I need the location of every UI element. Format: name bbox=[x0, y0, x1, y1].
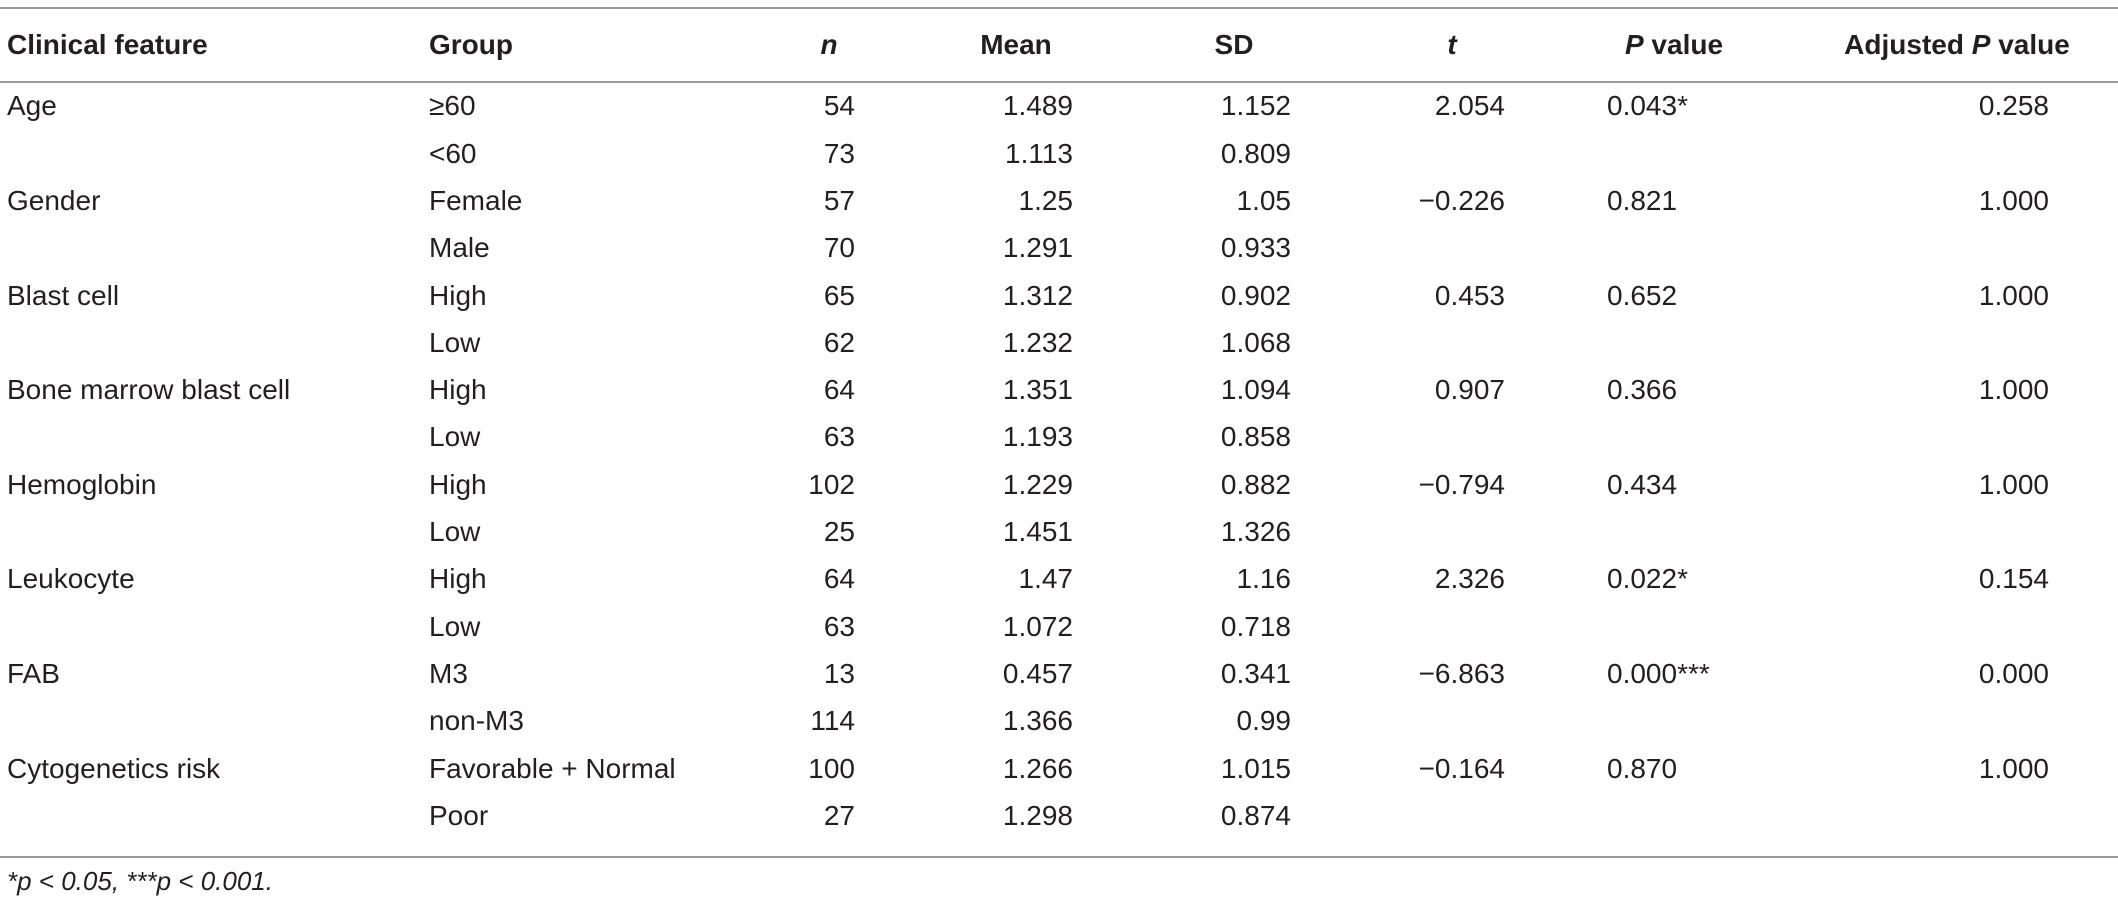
cell-sd: 1.094 bbox=[1220, 374, 1291, 406]
table-body bbox=[0, 81, 2118, 839]
table-row bbox=[0, 319, 2118, 366]
cell-n: 63 bbox=[823, 610, 855, 642]
table-row bbox=[0, 272, 2118, 319]
cell-clinical-feature bbox=[0, 225, 429, 272]
cell-adjusted-p-value: 1.000 bbox=[1978, 374, 2049, 406]
cell-sd: 0.933 bbox=[1220, 232, 1291, 264]
cell-adjusted-p-value bbox=[1789, 792, 2118, 839]
cell-clinical-feature: Leukocyte bbox=[7, 563, 135, 595]
cell-adjusted-p-value bbox=[1789, 130, 2118, 177]
table-row bbox=[0, 366, 2118, 413]
cell-group: non-M3 bbox=[429, 705, 524, 737]
header-mean: Mean bbox=[980, 29, 1052, 60]
cell-sd: 0.882 bbox=[1220, 468, 1291, 500]
cell-mean: 1.366 bbox=[1002, 705, 1073, 737]
table-row bbox=[0, 603, 2118, 650]
cell-p-value: 0.022* bbox=[1607, 563, 1688, 595]
cell-p-value bbox=[1559, 603, 1789, 650]
cell-t: −0.164 bbox=[1418, 752, 1505, 784]
cell-clinical-feature: Gender bbox=[7, 184, 101, 216]
cell-mean: 1.351 bbox=[1002, 374, 1073, 406]
cell-t bbox=[1345, 508, 1559, 555]
table-row bbox=[0, 130, 2118, 177]
table-row bbox=[0, 745, 2118, 792]
cell-sd: 0.99 bbox=[1236, 705, 1291, 737]
cell-sd: 0.809 bbox=[1220, 137, 1291, 169]
cell-group: Female bbox=[429, 184, 523, 216]
cell-mean: 1.489 bbox=[1002, 89, 1073, 121]
table-row bbox=[0, 792, 2118, 839]
cell-n: 25 bbox=[823, 516, 855, 548]
cell-mean: 1.312 bbox=[1002, 279, 1073, 311]
cell-mean: 0.457 bbox=[1002, 657, 1073, 689]
header-sd: SD bbox=[1214, 29, 1254, 60]
cell-n: 100 bbox=[808, 752, 855, 784]
table-row bbox=[0, 556, 2118, 603]
cell-mean: 1.266 bbox=[1002, 752, 1073, 784]
cell-t: 2.054 bbox=[1434, 89, 1505, 121]
cell-clinical-feature: Bone marrow blast cell bbox=[7, 374, 291, 406]
cell-clinical-feature bbox=[0, 319, 429, 366]
cell-p-value: 0.870 bbox=[1607, 752, 1678, 784]
cell-p-value: 0.000*** bbox=[1607, 657, 1710, 689]
clinical-features-table bbox=[0, 9, 2118, 839]
cell-sd: 0.718 bbox=[1220, 610, 1291, 642]
cell-n: 57 bbox=[823, 184, 855, 216]
table-footnote: *p < 0.05, ***p < 0.001. bbox=[7, 866, 273, 896]
header-t: t bbox=[1447, 29, 1457, 60]
cell-t bbox=[1345, 319, 1559, 366]
cell-p-value bbox=[1559, 508, 1789, 555]
cell-mean: 1.193 bbox=[1002, 421, 1073, 453]
cell-clinical-feature bbox=[0, 130, 429, 177]
cell-group: Favorable + Normal bbox=[429, 752, 676, 784]
cell-group: High bbox=[429, 563, 487, 595]
table-row bbox=[0, 461, 2118, 508]
cell-p-value bbox=[1559, 225, 1789, 272]
cell-p-value: 0.434 bbox=[1607, 468, 1678, 500]
cell-clinical-feature bbox=[0, 698, 429, 745]
cell-p-value: 0.043* bbox=[1607, 89, 1688, 121]
table-row bbox=[0, 698, 2118, 745]
cell-sd: 0.341 bbox=[1220, 657, 1291, 689]
cell-group: High bbox=[429, 279, 487, 311]
cell-sd: 0.902 bbox=[1220, 279, 1291, 311]
cell-mean: 1.451 bbox=[1002, 516, 1073, 548]
cell-clinical-feature: Hemoglobin bbox=[7, 468, 157, 500]
header-p-value bbox=[1559, 9, 1789, 81]
bottom-rule bbox=[0, 856, 2118, 858]
header-adjusted-p-value bbox=[1789, 9, 2118, 81]
cell-adjusted-p-value: 1.000 bbox=[1978, 279, 2049, 311]
cell-n: 54 bbox=[823, 89, 855, 121]
table-row bbox=[0, 508, 2118, 555]
header-p-letter: P bbox=[1624, 29, 1644, 60]
cell-p-value bbox=[1559, 414, 1789, 461]
cell-adjusted-p-value bbox=[1789, 414, 2118, 461]
cell-n: 70 bbox=[823, 232, 855, 264]
cell-group: Low bbox=[429, 610, 481, 642]
cell-adjusted-p-value: 1.000 bbox=[1978, 752, 2049, 784]
cell-sd: 1.16 bbox=[1236, 563, 1291, 595]
cell-clinical-feature: Cytogenetics risk bbox=[7, 752, 221, 784]
cell-n: 114 bbox=[810, 705, 855, 737]
cell-adjusted-p-value bbox=[1789, 698, 2118, 745]
cell-group: M3 bbox=[429, 657, 468, 689]
cell-n: 27 bbox=[823, 799, 855, 831]
cell-group: Low bbox=[429, 516, 481, 548]
cell-clinical-feature bbox=[0, 603, 429, 650]
table-row bbox=[0, 414, 2118, 461]
cell-mean: 1.113 bbox=[1005, 137, 1073, 169]
cell-n: 64 bbox=[823, 374, 855, 406]
cell-t: 2.326 bbox=[1434, 563, 1505, 595]
cell-n: 73 bbox=[823, 137, 855, 169]
cell-mean: 1.072 bbox=[1002, 610, 1073, 642]
cell-p-value bbox=[1559, 130, 1789, 177]
cell-n: 102 bbox=[808, 468, 855, 500]
cell-t: −0.794 bbox=[1418, 468, 1505, 500]
cell-n: 62 bbox=[823, 326, 855, 358]
cell-adjusted-p-value: 1.000 bbox=[1978, 468, 2049, 500]
cell-mean: 1.47 bbox=[1018, 563, 1073, 595]
cell-n: 64 bbox=[823, 563, 855, 595]
cell-p-value bbox=[1559, 319, 1789, 366]
cell-p-value: 0.821 bbox=[1607, 184, 1678, 216]
cell-p-value: 0.652 bbox=[1607, 279, 1678, 311]
cell-p-value bbox=[1559, 792, 1789, 839]
header-group: Group bbox=[429, 29, 513, 60]
header-adj-prefix: Adjusted bbox=[1844, 29, 1972, 60]
cell-adjusted-p-value bbox=[1789, 603, 2118, 650]
cell-mean: 1.25 bbox=[1018, 184, 1073, 216]
cell-clinical-feature bbox=[0, 792, 429, 839]
cell-t bbox=[1345, 603, 1559, 650]
cell-clinical-feature: Blast cell bbox=[7, 279, 120, 311]
cell-p-value bbox=[1559, 698, 1789, 745]
header-clinical-feature: Clinical feature bbox=[7, 29, 208, 60]
cell-mean: 1.291 bbox=[1002, 232, 1073, 264]
cell-group: High bbox=[429, 374, 487, 406]
table-row bbox=[0, 81, 2118, 130]
header-p-suffix: value bbox=[1643, 29, 1724, 60]
cell-t bbox=[1345, 414, 1559, 461]
cell-sd: 0.858 bbox=[1220, 421, 1291, 453]
table-row bbox=[0, 225, 2118, 272]
cell-adjusted-p-value bbox=[1789, 508, 2118, 555]
cell-sd: 1.015 bbox=[1220, 752, 1291, 784]
cell-group: Poor bbox=[429, 799, 489, 831]
cell-adjusted-p-value: 0.258 bbox=[1978, 89, 2049, 121]
cell-clinical-feature: FAB bbox=[7, 657, 60, 689]
cell-t bbox=[1345, 698, 1559, 745]
cell-sd: 0.874 bbox=[1220, 799, 1291, 831]
cell-clinical-feature: Age bbox=[7, 89, 57, 121]
cell-adjusted-p-value: 0.000 bbox=[1978, 657, 2049, 689]
cell-clinical-feature bbox=[0, 508, 429, 555]
cell-t: 0.907 bbox=[1434, 374, 1505, 406]
cell-group: ≥60 bbox=[429, 89, 476, 121]
cell-sd: 1.05 bbox=[1236, 184, 1291, 216]
cell-group: Low bbox=[429, 326, 481, 358]
cell-t bbox=[1345, 225, 1559, 272]
cell-adjusted-p-value bbox=[1789, 225, 2118, 272]
cell-mean: 1.229 bbox=[1002, 468, 1073, 500]
cell-adjusted-p-value: 1.000 bbox=[1978, 184, 2049, 216]
cell-clinical-feature bbox=[0, 414, 429, 461]
cell-t bbox=[1345, 130, 1559, 177]
cell-sd: 1.152 bbox=[1220, 89, 1291, 121]
cell-n: 63 bbox=[823, 421, 855, 453]
table-row bbox=[0, 650, 2118, 697]
cell-group: <60 bbox=[429, 137, 477, 169]
cell-group: Low bbox=[429, 421, 481, 453]
header-adj-suffix: value bbox=[1990, 29, 2070, 60]
cell-group: Male bbox=[429, 232, 490, 264]
cell-n: 13 bbox=[823, 657, 855, 689]
header-adj-p-letter: P bbox=[1971, 29, 1991, 60]
cell-adjusted-p-value bbox=[1789, 319, 2118, 366]
cell-p-value: 0.366 bbox=[1607, 374, 1678, 406]
cell-adjusted-p-value: 0.154 bbox=[1978, 563, 2049, 595]
header-row bbox=[0, 9, 2118, 81]
cell-t bbox=[1345, 792, 1559, 839]
cell-t: −0.226 bbox=[1418, 184, 1505, 216]
cell-mean: 1.298 bbox=[1002, 799, 1073, 831]
cell-sd: 1.068 bbox=[1220, 326, 1291, 358]
cell-t: −6.863 bbox=[1418, 657, 1505, 689]
cell-group: High bbox=[429, 468, 487, 500]
cell-sd: 1.326 bbox=[1220, 516, 1291, 548]
cell-mean: 1.232 bbox=[1002, 326, 1073, 358]
cell-t: 0.453 bbox=[1434, 279, 1505, 311]
header-n: n bbox=[820, 29, 838, 60]
table-row bbox=[0, 177, 2118, 224]
cell-n: 65 bbox=[823, 279, 855, 311]
